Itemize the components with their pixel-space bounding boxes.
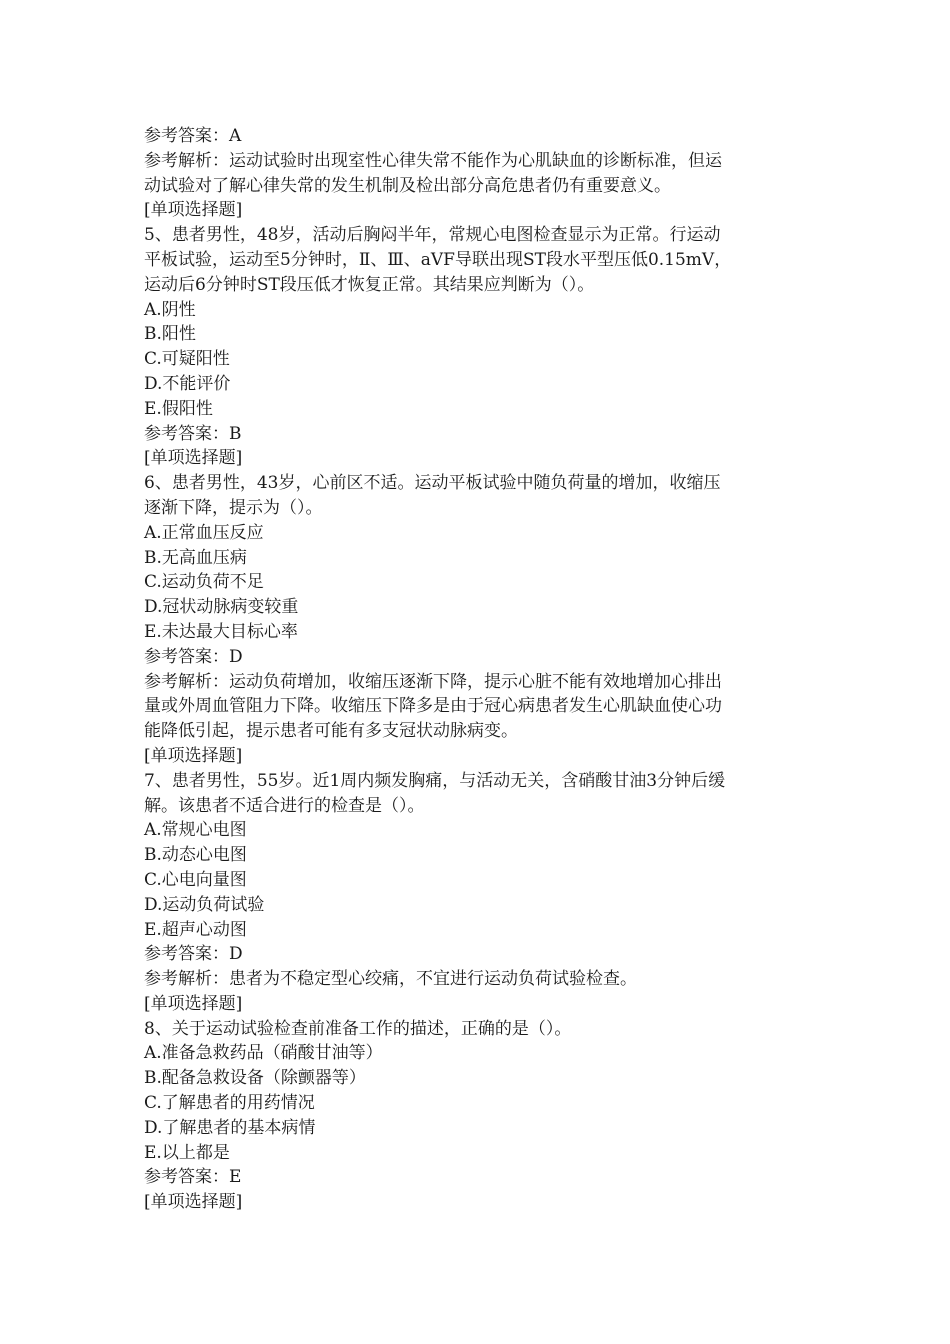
text-line: E.未达最大目标心率 [144, 621, 298, 642]
text-line: 参考答案：D [144, 944, 243, 965]
text-line: 参考答案：A [144, 126, 242, 146]
text-line: B.配备急救设备（除颤器等） [144, 1068, 366, 1089]
document-body [144, 124, 814, 1215]
text-line: A.正常血压反应 [144, 522, 264, 543]
text-line: C.运动负荷不足 [144, 572, 264, 593]
text-line: B.阳性 [144, 324, 196, 345]
text-line: D.冠状动脉病变较重 [144, 597, 299, 618]
text-line: 参考答案：D [144, 646, 243, 667]
text-line: C.心电向量图 [144, 869, 247, 890]
text-line: 量或外周血管阻力下降。收缩压下降多是由于冠心病患者发生心肌缺血使心功 [144, 696, 722, 717]
text-line: 6、患者男性，43岁，心前区不适。运动平板试验中随负荷量的增加，收缩压 [144, 473, 721, 494]
text-line: D.了解患者的基本病情 [144, 1117, 316, 1138]
text-line: [单项选择题] [144, 1192, 243, 1213]
text-line: 参考答案：B [144, 423, 242, 444]
text-line: A.阴性 [144, 299, 196, 320]
text-line: 5、患者男性，48岁，活动后胸闷半年，常规心电图检查显示为正常。行运动 [144, 225, 721, 246]
text-line: C.可疑阳性 [144, 349, 230, 370]
text-line: 能降低引起，提示患者可能有多支冠状动脉病变。 [144, 721, 518, 742]
text-line: 参考解析：运动负荷增加，收缩压逐渐下降，提示心脏不能有效地增加心排出 [144, 671, 722, 692]
text-line: A.常规心电图 [144, 820, 247, 841]
text-line: 动试验对了解心律失常的发生机制及检出部分高危患者仍有重要意义。 [144, 175, 671, 196]
text-line: [单项选择题] [144, 200, 243, 221]
text-line: 8、关于运动试验检查前准备工作的描述，正确的是（）。 [144, 1018, 572, 1039]
text-line: 参考答案：E [144, 1167, 242, 1188]
text-line: A.准备急救药品（硝酸甘油等） [144, 1043, 383, 1064]
text-line: 运动后6分钟时ST段压低才恢复正常。其结果应判断为（）。 [144, 274, 595, 295]
text-line: D.运动负荷试验 [144, 894, 265, 915]
text-line: 解。该患者不适合进行的检查是（）。 [144, 795, 425, 816]
text-line: E.超声心动图 [144, 919, 247, 940]
text-line: B.无高血压病 [144, 547, 247, 568]
text-line: D.不能评价 [144, 373, 231, 394]
text-line: E.以上都是 [144, 1142, 230, 1163]
text-line: B.动态心电图 [144, 845, 247, 866]
text-line: E.假阳性 [144, 398, 213, 419]
text-line: 参考解析：运动试验时出现室性心律失常不能作为心肌缺血的诊断标准，但运 [144, 150, 722, 171]
text-line: 7、患者男性，55岁。近1周内频发胸痛，与活动无关，含硝酸甘油3分钟后缓 [144, 770, 726, 791]
text-line: 参考解析：患者为不稳定型心绞痛，不宜进行运动负荷试验检查。 [144, 969, 637, 990]
text-line: [单项选择题] [144, 993, 243, 1014]
text-line: 逐渐下降，提示为（）。 [144, 497, 323, 518]
text-line: C.了解患者的用药情况 [144, 1093, 315, 1114]
text-line: 平板试验，运动至5分钟时，Ⅱ、Ⅲ、aVF导联出现ST段水平型压低0.15mV， [144, 249, 732, 270]
text-line: [单项选择题] [144, 745, 243, 766]
text-line: [单项选择题] [144, 448, 243, 469]
